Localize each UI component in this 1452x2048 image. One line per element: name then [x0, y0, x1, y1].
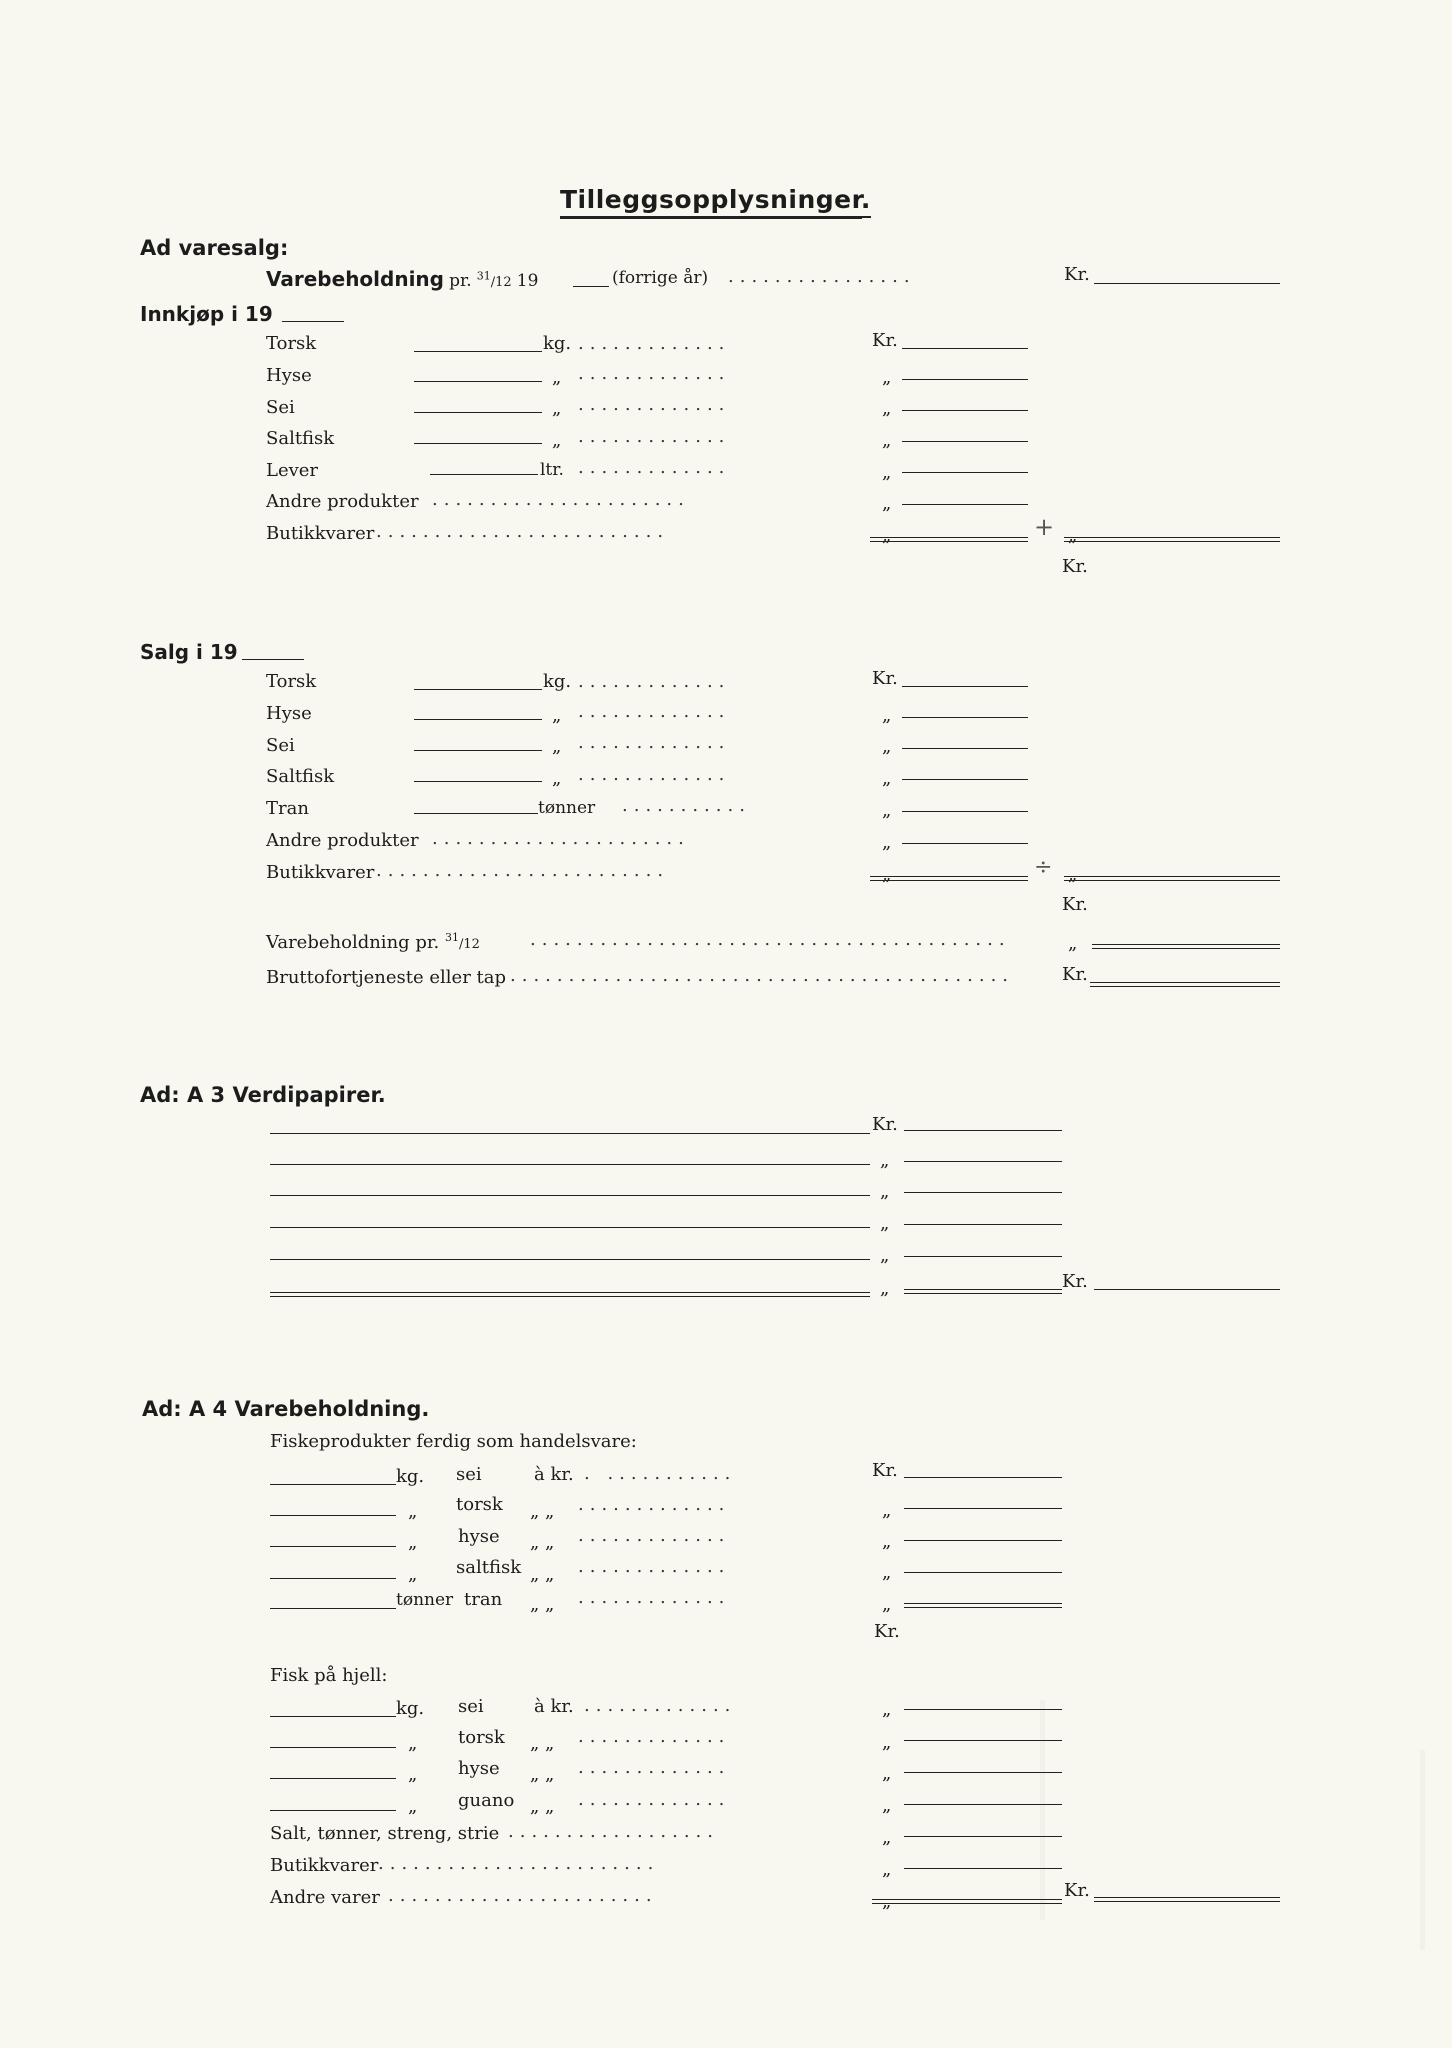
row-label: Sei — [266, 397, 295, 418]
item-label: tran — [464, 1589, 503, 1610]
row-label: Butikkvarer — [270, 1855, 379, 1876]
cur-label: „ — [882, 430, 892, 451]
cur-label: „ — [882, 462, 892, 483]
cur-label: „ — [882, 832, 892, 853]
cur-label: „ — [882, 1699, 892, 1720]
unit-label: „ — [408, 1796, 418, 1817]
total-kr: Kr. — [1062, 1271, 1088, 1292]
total-ditto: „ — [1068, 864, 1078, 885]
unit-label: kg. — [543, 333, 572, 354]
section-heading-innkjop: Innkjøp i 19 — [140, 302, 273, 326]
qty-blank — [270, 1778, 396, 1779]
cur-label: „ — [882, 1562, 892, 1583]
description-double-line — [270, 1292, 870, 1297]
cur-label: „ — [882, 1795, 892, 1816]
cur-label: Kr. — [872, 1460, 898, 1481]
date-sup: 31 — [476, 269, 491, 283]
leader-dots: ............. — [578, 671, 731, 692]
amount-blank — [902, 748, 1028, 749]
unit-label: „ — [408, 1764, 418, 1785]
leader-dots: ............. — [578, 1587, 731, 1608]
leader-dots: ............. — [578, 732, 731, 753]
cur-label: „ — [882, 1827, 892, 1848]
qty-blank — [414, 412, 542, 413]
qty-blank — [414, 351, 542, 352]
varebeholdning-label: Varebeholdning — [266, 267, 444, 291]
description-blank — [270, 1259, 870, 1260]
unit-label: „ — [552, 430, 562, 451]
row-label: Lever — [266, 460, 319, 481]
unit-label: „ — [408, 1501, 418, 1522]
amount-blank — [902, 472, 1028, 473]
row-label: Andre produkter — [266, 491, 419, 512]
row-label: Hyse — [266, 365, 312, 386]
leader-dots: ............. — [578, 333, 731, 354]
leader-dots: ......................... — [376, 860, 670, 881]
unit-label: kg. — [396, 1466, 425, 1487]
amount-blank — [904, 1224, 1062, 1225]
leader-dots: ........................................... — [510, 965, 1015, 986]
item-label: sei — [456, 1464, 482, 1485]
bleed-through-mark — [1040, 1700, 1045, 1920]
section-heading-salg: Salg i 19 — [140, 640, 238, 664]
qty-blank — [270, 1546, 396, 1547]
vb-sub: /12 — [459, 937, 480, 952]
varebeholdning-line — [266, 267, 538, 291]
amount-blank — [902, 410, 1028, 411]
cur-label: „ — [882, 367, 892, 388]
qty-blank — [270, 1716, 396, 1717]
total-ditto: „ — [1068, 525, 1078, 546]
cur-label: „ — [882, 800, 892, 821]
qty-blank — [270, 1578, 396, 1579]
cur-label: „ — [882, 1500, 892, 1521]
year-label: 19 — [516, 271, 539, 291]
qty-blank — [270, 1747, 396, 1748]
year-blank — [573, 286, 609, 287]
leader-dots: ............. — [578, 1494, 731, 1515]
unit-label: „ — [552, 768, 562, 789]
leader-dots: ................ — [728, 266, 916, 287]
cur-label: „ — [882, 705, 892, 726]
amount-double-line — [870, 876, 1028, 881]
cur-label: „ — [880, 1181, 890, 1202]
section-heading-verdipapirer: Ad: A 3 Verdipapirer. — [140, 1083, 386, 1107]
unit-label: tønner — [396, 1590, 454, 1610]
leader-dots: ............. — [578, 1525, 731, 1546]
row-label: Butikkvarer — [266, 523, 375, 544]
cur-label: Kr. — [872, 330, 898, 351]
fisk-pa-hjell-label: Fisk på hjell: — [270, 1665, 388, 1686]
amount-blank — [902, 717, 1028, 718]
leader-dots: ............. — [578, 1556, 731, 1577]
cur-label: „ — [882, 525, 892, 546]
item-label: sei — [458, 1696, 484, 1717]
amount-blank — [904, 1256, 1062, 1257]
description-blank — [270, 1164, 870, 1165]
leader-dots: ............. — [578, 764, 731, 785]
rate-label: „ „ — [530, 1796, 555, 1817]
rate-label: „ „ — [530, 1733, 555, 1754]
cur-label: „ — [882, 1594, 892, 1615]
leader-dots: ......................... — [376, 521, 670, 542]
item-label: hyse — [458, 1526, 500, 1547]
row-label: Sei — [266, 735, 295, 756]
amount-blank — [904, 1868, 1062, 1869]
amount-blank — [904, 1508, 1062, 1509]
leader-dots: ............. — [578, 1726, 731, 1747]
row-label: Saltfisk — [266, 766, 335, 787]
row-label: Torsk — [266, 333, 317, 354]
qty-blank — [414, 813, 538, 814]
amount-double-line — [872, 1899, 1062, 1904]
section-heading-varebeholdning: Ad: A 4 Varebeholdning. — [142, 1397, 430, 1421]
row-label: Torsk — [266, 671, 317, 692]
item-label: torsk — [458, 1727, 505, 1748]
leader-dots: . ........... — [584, 1463, 737, 1484]
unit-label: kg. — [543, 671, 572, 692]
amount-blank — [902, 811, 1028, 812]
cur-label: „ — [882, 1859, 892, 1880]
unit-label: kg. — [396, 1698, 425, 1719]
unit-label: tønner — [538, 798, 596, 818]
section-heading-varesalg: Ad varesalg: — [140, 236, 289, 260]
unit-label: „ — [552, 736, 562, 757]
leader-dots: ...................... — [432, 828, 690, 849]
page-title: Tilleggsopplysninger. — [560, 185, 871, 218]
amount-blank — [904, 1192, 1062, 1193]
rate-label: „ „ — [530, 1501, 555, 1522]
cur-label: „ — [880, 1150, 890, 1171]
fiskeprodukter-label: Fiskeprodukter ferdig som handelsvare: — [270, 1431, 637, 1452]
row-label: Tran — [266, 798, 309, 819]
brutto-double-line — [1090, 982, 1280, 987]
row-label: Salt, tønner, streng, strie — [270, 1823, 500, 1844]
leader-dots: ............. — [578, 701, 731, 722]
vb-sup: 31 — [445, 931, 460, 944]
total-double-line — [1064, 876, 1280, 881]
leader-dots: ............. — [578, 426, 731, 447]
qty-blank — [414, 719, 542, 720]
amount-blank — [902, 686, 1028, 687]
total-kr: Kr. — [1062, 556, 1088, 577]
brutto-label: Bruttofortjeneste eller tap — [266, 967, 507, 988]
total-double-line — [1064, 537, 1280, 542]
leader-dots: ............. — [584, 1695, 737, 1716]
qty-blank — [270, 1810, 396, 1811]
rate-label: à kr. — [534, 1696, 574, 1717]
plus-sign: + — [1034, 513, 1055, 541]
item-label: hyse — [458, 1758, 500, 1779]
vb-double-line — [1092, 944, 1280, 949]
amount-blank — [904, 1161, 1062, 1162]
amount-double-line — [904, 1603, 1062, 1608]
unit-label: „ — [408, 1532, 418, 1553]
item-label: saltfisk — [456, 1557, 522, 1578]
cur-label: „ — [882, 1763, 892, 1784]
total-kr: Kr. — [1064, 1880, 1090, 1901]
vb-ditto: „ — [1068, 933, 1078, 954]
cur-label: „ — [882, 768, 892, 789]
cur-label: „ — [880, 1245, 890, 1266]
qty-blank — [430, 474, 538, 475]
rate-label: „ „ — [530, 1532, 555, 1553]
rate-label: „ „ — [530, 1594, 555, 1615]
row-label: Andre varer — [270, 1887, 380, 1908]
item-label: guano — [458, 1790, 515, 1811]
qty-blank — [270, 1608, 396, 1609]
amount-blank — [904, 1477, 1062, 1478]
row-label: Butikkvarer — [266, 862, 375, 883]
total-blank — [1094, 1289, 1280, 1290]
amount-double-line — [904, 1289, 1062, 1294]
leader-dots: ............. — [578, 363, 731, 384]
amount-blank — [902, 379, 1028, 380]
cur-label: „ — [880, 1278, 890, 1299]
cur-label: Kr. — [872, 668, 898, 689]
minus-sign: ÷ — [1034, 855, 1053, 880]
leader-dots: ....................... — [388, 1885, 658, 1906]
row-label: Andre produkter — [266, 830, 419, 851]
rate-label: „ „ — [530, 1564, 555, 1585]
rate-label: à kr. — [534, 1464, 574, 1485]
amount-blank — [904, 1540, 1062, 1541]
leader-dots: ............. — [578, 394, 731, 415]
amount-blank — [904, 1740, 1062, 1741]
description-blank — [270, 1133, 870, 1134]
date-sub: /12 — [490, 275, 512, 290]
amount-blank — [902, 348, 1028, 349]
rate-label: „ „ — [530, 1764, 555, 1785]
description-blank — [270, 1195, 870, 1196]
brutto-kr: Kr. — [1062, 964, 1088, 985]
pr-label: pr. — [449, 271, 472, 291]
total-double-line — [1094, 1897, 1280, 1902]
total-kr: Kr. — [1062, 894, 1088, 915]
cur-label: „ — [882, 398, 892, 419]
row-label: Saltfisk — [266, 428, 335, 449]
qty-blank — [270, 1484, 396, 1485]
unit-label: „ — [552, 398, 562, 419]
amount-blank — [902, 441, 1028, 442]
row-label: Hyse — [266, 703, 312, 724]
amount-blank — [902, 504, 1028, 505]
unit-label: „ — [408, 1733, 418, 1754]
cur-label: „ — [882, 1732, 892, 1753]
description-blank — [270, 1227, 870, 1228]
leader-dots: ............. — [578, 1757, 731, 1778]
leader-dots: ......................................... — [530, 929, 1011, 950]
leader-dots: ............. — [578, 457, 731, 478]
vb-label: Varebeholdning pr. — [266, 932, 440, 953]
unit-label: ltr. — [540, 460, 564, 480]
amount-blank — [904, 1572, 1062, 1573]
cur-label: „ — [882, 864, 892, 885]
qty-blank — [414, 750, 542, 751]
amount-double-line — [870, 537, 1028, 542]
amount-blank — [904, 1836, 1062, 1837]
cur-label: „ — [880, 1213, 890, 1234]
unit-label: „ — [408, 1564, 418, 1585]
leader-dots: ...................... — [432, 489, 690, 510]
qty-blank — [270, 1515, 396, 1516]
amount-blank — [904, 1709, 1062, 1710]
cur-label: „ — [882, 493, 892, 514]
year-blank — [242, 659, 304, 660]
amount-blank — [904, 1130, 1062, 1131]
leader-dots: ............. — [578, 1789, 731, 1810]
forrige-label: (forrige år) — [612, 268, 709, 288]
amount-blank — [902, 779, 1028, 780]
unit-label: „ — [552, 367, 562, 388]
qty-blank — [414, 443, 542, 444]
leader-dots: .................. — [508, 1821, 719, 1842]
qty-blank — [414, 781, 542, 782]
cur-label: „ — [882, 1891, 892, 1912]
amount-blank — [902, 843, 1028, 844]
qty-blank — [414, 381, 542, 382]
kr-label: Kr. — [1064, 264, 1090, 285]
amount-blank — [904, 1804, 1062, 1805]
bleed-through-mark — [1420, 1750, 1425, 1950]
leader-dots: ........... — [622, 795, 751, 816]
item-label: torsk — [456, 1494, 503, 1515]
amount-blank — [1094, 283, 1280, 284]
salg-varebeholdning-line — [266, 931, 480, 953]
leader-dots: ........................ — [378, 1853, 660, 1874]
unit-label: „ — [552, 705, 562, 726]
subtotal-kr: Kr. — [874, 1621, 900, 1642]
cur-label: „ — [882, 736, 892, 757]
amount-blank — [904, 1772, 1062, 1773]
year-blank — [282, 321, 344, 322]
title-underline — [560, 218, 862, 219]
cur-label: „ — [882, 1531, 892, 1552]
qty-blank — [414, 689, 542, 690]
cur-label: Kr. — [872, 1114, 898, 1135]
